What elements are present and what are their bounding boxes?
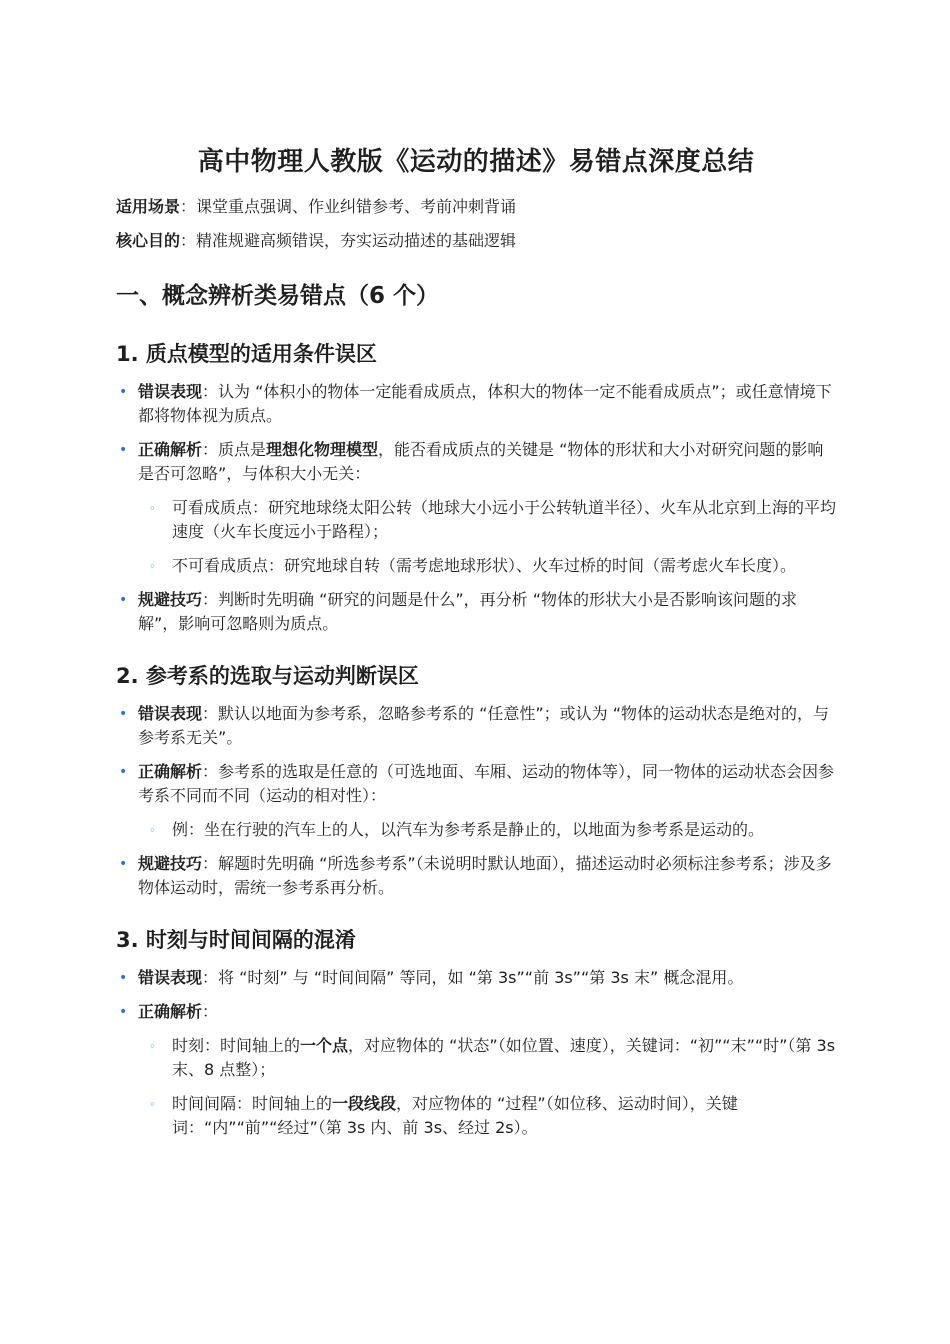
point-2-list — [116, 702, 836, 900]
list-item — [116, 702, 836, 750]
list-item — [116, 380, 836, 428]
bullet-icon: • — [119, 856, 128, 872]
list-item — [116, 1000, 836, 1140]
sub-list — [138, 818, 836, 842]
page-title: 高中物理人教版《运动的描述》易错点深度总结 — [197, 147, 755, 177]
section-heading: 一、概念辨析类易错点（6 个） — [116, 283, 440, 309]
bullet-icon: • — [119, 592, 128, 608]
sub-list — [138, 496, 836, 578]
point-3-list — [116, 966, 836, 1140]
item-emphasis: 理想化物理模型 — [266, 440, 379, 459]
list-item — [116, 588, 836, 636]
meta-purpose-text: ：精准规避高频错误，夯实运动描述的基础逻辑 — [180, 231, 517, 250]
list-item — [116, 852, 836, 900]
sub-list-item — [138, 554, 836, 578]
item-text: ：认为 “体积小的物体一定能看成质点，体积大的物体一定不能看成质点”；或任意情境下都将物体视为质点。 — [138, 382, 832, 425]
document-content — [116, 140, 836, 1150]
item-label: 规避技巧 — [138, 854, 203, 873]
meta-purpose — [116, 230, 836, 252]
item-label: 错误表现 — [138, 704, 203, 723]
item-label: 规避技巧 — [138, 590, 203, 609]
bullet-icon: • — [119, 764, 128, 780]
sub-item-text: 不可看成质点：研究地球自转（需考虑地球形状）、火车过桥的时间（需考虑火车长度）。 — [172, 556, 797, 575]
sub-item-text: 可看成质点：研究地球绕太阳公转（地球大小远小于公转轨道半径）、火车从北京到上海的平均速度（火车长度远小于路程）； — [172, 498, 837, 541]
point-1-heading: 1. 质点模型的适用条件误区 — [116, 342, 377, 366]
item-text: ：解题时先明确 “所选参考系”（未说明时默认地面），描述运动时必须标注参考系；涉及多物体运动时，需统一参考系再分析。 — [138, 854, 832, 897]
bullet-icon: • — [119, 706, 128, 722]
list-item — [116, 966, 836, 990]
sub-item-text: 时刻：时间轴上的 — [172, 1036, 301, 1055]
circle-bullet-icon: ◦ — [149, 560, 156, 573]
bullet-icon: • — [119, 970, 128, 986]
item-text: ：质点是 — [202, 440, 267, 459]
sub-item-text: ，对应物体的 “状态”（如位置、速度），关键词：“初”“末”“时”（第 3s 末、8 点整）； — [172, 1036, 836, 1079]
sub-item-text: 时间间隔：时间轴上的 — [172, 1094, 333, 1113]
sub-item-text: ，对应物体的 “过程”（如位移、运动时间），关键词：“内”“前”“经过”（第 3s 内、前 3s、经过 2s）。 — [172, 1094, 738, 1137]
item-label: 错误表现 — [138, 968, 203, 987]
item-text: ：将 “时刻” 与 “时间间隔” 等同，如 “第 3s”“前 3s”“第 3s 末” 概念混用。 — [202, 968, 744, 987]
point-1-list — [116, 380, 836, 636]
meta-scenario — [116, 196, 836, 218]
bullet-icon: • — [119, 384, 128, 400]
sub-list-item — [138, 1034, 836, 1082]
item-label: 正确解析 — [138, 762, 203, 781]
point-3-heading: 3. 时刻与时间间隔的混淆 — [116, 928, 356, 952]
sub-list-item — [138, 496, 836, 544]
sub-list — [138, 1034, 836, 1140]
circle-bullet-icon: ◦ — [149, 502, 156, 515]
item-text: ：参考系的选取是任意的（可选地面、车厢、运动的物体等），同一物体的运动状态会因参考系不同而不同（运动的相对性）： — [138, 762, 835, 805]
list-item — [116, 438, 836, 578]
sub-item-emphasis: 一段线段 — [332, 1094, 397, 1113]
sub-item-emphasis: 一个点 — [300, 1036, 349, 1055]
circle-bullet-icon: ◦ — [149, 824, 156, 837]
item-label: 错误表现 — [138, 382, 203, 401]
sub-list-item — [138, 1092, 836, 1140]
item-label: 正确解析 — [138, 1002, 203, 1021]
meta-purpose-label: 核心目的 — [116, 231, 181, 250]
sub-list-item — [138, 818, 836, 842]
item-label: 正确解析 — [138, 440, 203, 459]
list-item — [116, 760, 836, 842]
circle-bullet-icon: ◦ — [149, 1098, 156, 1111]
meta-scenario-label: 适用场景 — [116, 197, 181, 216]
item-text: ： — [202, 1002, 219, 1021]
item-text: ：默认以地面为参考系，忽略参考系的 “任意性”；或认为 “物体的运动状态是绝对的，与参考系无关”。 — [138, 704, 830, 747]
bullet-icon: • — [119, 1004, 128, 1020]
circle-bullet-icon: ◦ — [149, 1040, 156, 1053]
item-text: ，能否看成质点的关键是 “物体的形状和大小对研究问题的影响是否可忽略”，与体积大小无关： — [138, 440, 824, 483]
bullet-icon: • — [119, 442, 128, 458]
point-2-heading: 2. 参考系的选取与运动判断误区 — [116, 664, 419, 688]
item-text: ：判断时先明确 “研究的问题是什么”，再分析 “物体的形状大小是否影响该问题的求解”，影响可忽略则为质点。 — [138, 590, 798, 633]
sub-item-text: 例：坐在行驶的汽车上的人，以汽车为参考系是静止的，以地面为参考系是运动的。 — [172, 820, 765, 839]
meta-scenario-text: ：课堂重点强调、作业纠错参考、考前冲刺背诵 — [180, 197, 517, 216]
